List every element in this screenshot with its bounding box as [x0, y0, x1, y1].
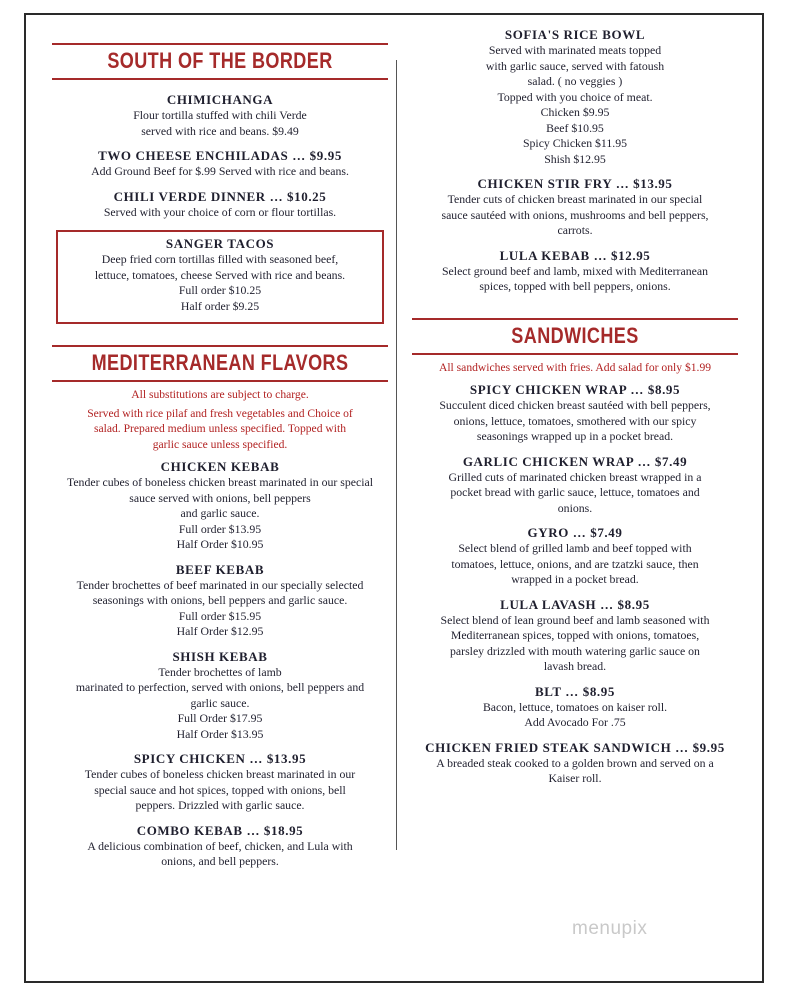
item-name: BLT … $8.95	[535, 683, 615, 699]
item-description-line: Half Order $12.95	[176, 624, 264, 638]
menu-item	[410, 683, 740, 731]
item-description-line: Shish $12.95	[544, 151, 606, 166]
item-description-line: onions, lettuce, tomatoes, smothered with our spicy	[453, 413, 697, 428]
item-description-line: Tender brochettes of beef marinated in our specially selected	[76, 577, 364, 592]
section-title: MEDITERRANEAN FLAVORS	[91, 350, 349, 375]
item-description-line: peppers. Drizzled with garlic sauce.	[135, 798, 305, 812]
item-name: GYRO … $7.49	[527, 525, 623, 540]
item-description-line: Select ground beef and lamb, mixed with Mediterranean	[442, 263, 708, 278]
section-header-sandwiches	[410, 309, 740, 360]
item-description-line: lettuce, tomatoes, cheese Served with rice and beans.	[94, 267, 346, 282]
item-description-line: Add Ground Beef for $.99 Served with rice and beans.	[91, 164, 349, 178]
left-column	[50, 34, 390, 870]
item-description-line: Served with marinated meats topped	[488, 43, 662, 57]
item-name: CHICKEN KEBAB	[160, 459, 280, 474]
item-name: SHISH KEBAB	[172, 648, 268, 664]
item-description-line: Half order $9.25	[180, 298, 260, 313]
item-description-line: Mediterranean spices, topped with onions, tomatoes,	[450, 628, 700, 642]
item-name: SANGER TACOS	[165, 236, 275, 251]
section-header-south	[50, 34, 390, 85]
menu-item	[410, 524, 740, 588]
item-description-line: seasonings wrapped up in a pocket bread.	[476, 429, 674, 443]
item-description-line: Topped with you choice of meat.	[497, 89, 653, 104]
item-description-line: Spicy Chicken $11.95	[522, 136, 628, 150]
item-name: CHILI VERDE DINNER … $10.25	[113, 188, 327, 204]
item-description-line: sauce served with onions, bell peppers	[129, 490, 311, 505]
menu-item	[410, 175, 740, 239]
item-description-line: seasonings with onions, bell peppers and garlic sauce.	[92, 593, 348, 607]
item-name: TWO CHEESE ENCHILADAS … $9.95	[98, 148, 342, 163]
item-description-line: Beef $10.95	[546, 120, 604, 135]
item-description-line: Select blend of lean ground beef and lamb seasoned with	[440, 612, 710, 627]
item-name: LULA KEBAB … $12.95	[499, 247, 651, 263]
item-name: SPICY CHICKEN … $13.95	[133, 751, 307, 766]
item-description-line: carrots.	[557, 223, 593, 237]
item-description-line: Full Order $17.95	[177, 711, 263, 725]
item-description-line: Grilled cuts of marinated chicken breast wrapped in a	[448, 469, 702, 484]
section-title: SANDWICHES	[511, 322, 639, 348]
menu-item	[50, 561, 390, 640]
item-description-line: sauce sautéed with onions, mushrooms and bell peppers,	[441, 207, 709, 222]
item-description-line: wrapped in a pocket bread.	[511, 572, 639, 586]
item-name: CHICKEN STIR FRY … $13.95	[477, 176, 673, 191]
item-description-line: Chicken $9.95	[540, 105, 610, 119]
menu-item	[410, 381, 740, 445]
sanger-tacos-box	[56, 230, 384, 324]
item-name: CHICKEN FRIED STEAK SANDWICH … $9.95	[425, 739, 725, 755]
item-description-line: garlic sauce.	[190, 695, 250, 710]
menu-item	[410, 596, 740, 675]
menu-item	[410, 26, 740, 167]
item-description-line: parsley drizzled with mouth watering garlic sauce on	[450, 643, 700, 658]
item-description-line: Tender cuts of chicken breast marinated in our special	[447, 192, 703, 206]
item-description-line: tomatoes, lettuce, onions, and are tzatzki sauce, then	[451, 556, 699, 571]
item-description-line: Select blend of grilled lamb and beef topped with	[458, 541, 692, 555]
item-name: LULA LAVASH … $8.95	[500, 596, 650, 612]
item-description-line: salad. ( no veggies )	[527, 74, 623, 88]
item-name: BEEF KEBAB	[175, 561, 265, 577]
item-description-line: with garlic sauce, served with fatoush	[485, 58, 665, 73]
item-description-line: lavash bread.	[543, 659, 607, 673]
item-description-line: Tender cubes of boneless chicken breast marinated in our special	[66, 475, 374, 489]
item-description-line: Half Order $13.95	[176, 726, 264, 741]
menu-item	[50, 648, 390, 743]
menu-item	[50, 188, 390, 221]
item-description-line: onions, and bell peppers.	[161, 854, 279, 868]
item-description-line: Full order $10.25	[178, 283, 262, 297]
menu-item	[50, 822, 390, 870]
item-description-line: Kaiser roll.	[548, 771, 602, 785]
menupix-watermark: menupix	[572, 918, 648, 939]
item-description-line: Tender cubes of boneless chicken breast marinated in our	[84, 767, 356, 781]
item-description-line: served with rice and beans. $9.49	[141, 123, 299, 138]
item-description-line: marinated to perfection, served with onions, bell peppers and	[75, 680, 365, 694]
section-title: SOUTH OF THE BORDER	[107, 48, 333, 73]
right-column	[410, 26, 740, 787]
item-description-line: Tender brochettes of lamb	[158, 664, 282, 679]
item-name: GARLIC CHICKEN WRAP … $7.49	[462, 453, 688, 469]
menu-item	[50, 147, 390, 180]
item-description-line: and garlic sauce.	[180, 506, 260, 520]
item-description-line: special sauce and hot spices, topped with onions, bell	[94, 782, 346, 797]
item-name: CHIMICHANGA	[166, 92, 274, 107]
item-description-line: Bacon, lettuce, tomatoes on kaiser roll.	[482, 699, 668, 714]
item-name: SPICY CHICKEN WRAP … $8.95	[469, 382, 681, 397]
section-note-line: Served with rice pilaf and fresh vegetables and Choice of	[87, 406, 353, 420]
item-description-line: A delicious combination of beef, chicken, and Lula with	[87, 838, 353, 853]
item-description-line: Full order $13.95	[178, 521, 262, 536]
menu-item	[50, 750, 390, 814]
section-header-mediterranean	[50, 336, 390, 387]
item-description-line: onions.	[557, 500, 593, 515]
item-description-line: Deep fried corn tortillas filled with seasoned beef,	[101, 252, 339, 266]
item-description-line: pocket bread with garlic sauce, lettuce, tomatoes and	[450, 485, 700, 499]
menu-item	[410, 453, 740, 517]
item-description-line: Half Order $10.95	[176, 537, 264, 551]
section-note-line: garlic sauce unless specified.	[152, 437, 288, 451]
sandwiches-note: All sandwiches served with fries. Add salad for only $1.99	[438, 360, 712, 374]
item-description-line: Add Avocado For .75	[524, 715, 626, 729]
item-description-line: Full order $15.95	[178, 608, 262, 623]
menu-item	[50, 91, 390, 139]
item-description-line: Succulent diced chicken breast sautéed with bell peppers,	[439, 398, 711, 412]
section-note-line: salad. Prepared medium unless specified. Topped with	[93, 422, 347, 435]
item-description-line: Flour tortilla stuffed with chili Verde	[133, 108, 307, 122]
item-name: SOFIA'S RICE BOWL	[504, 27, 646, 42]
column-divider	[396, 60, 397, 850]
menu-item	[410, 739, 740, 787]
item-description-line: spices, topped with bell peppers, onions.	[479, 279, 671, 293]
menu-item	[410, 247, 740, 295]
section-note-line: All substitutions are subject to charge.	[131, 388, 309, 401]
menu-item	[50, 458, 390, 553]
item-name: COMBO KEBAB … $18.95	[136, 822, 304, 838]
item-description-line: A breaded steak cooked to a golden brown and served on a	[436, 755, 714, 770]
item-description-line: Served with your choice of corn or flour tortillas.	[103, 204, 337, 219]
